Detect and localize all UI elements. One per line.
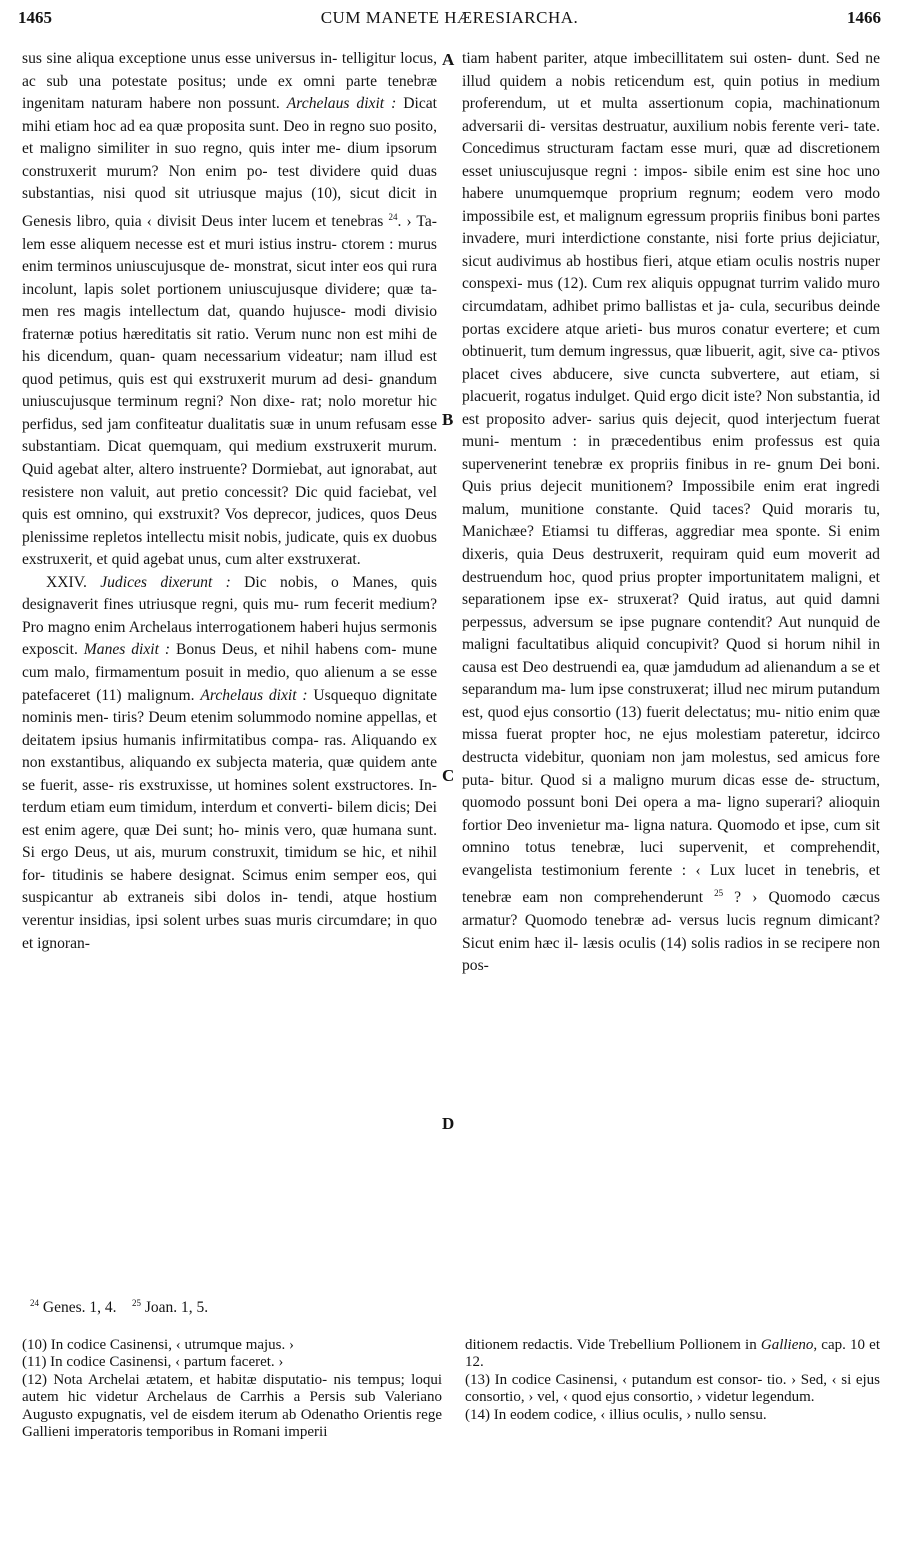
text-line: cum alter exstruxerat. — [225, 551, 361, 569]
footnote-line: (14) In eodem codice, ‹ illius oculis, › nullo sensu. — [465, 1406, 767, 1423]
ref-text: Joan. 1, 5. — [141, 1299, 209, 1317]
page-header — [14, 8, 885, 36]
text-line: terdum etiam eum timidum, interdum et converti- — [22, 799, 333, 817]
paragraph — [462, 48, 880, 978]
text-line: . › Ta- — [397, 213, 437, 231]
margin-mark-a: A — [442, 50, 455, 69]
text-line: quia ‹ divisit Deus inter lucem et tenebras — [114, 213, 389, 231]
text-line: Verum nunc non est mihi de his dicendum, quan- — [22, 325, 437, 366]
text-line: versitas destruatur, auxilium nobis ferente veri- — [550, 117, 849, 135]
text-line: supervenerint tenebræ ex propriis finibus in re- — [462, 455, 771, 473]
text-line: aut etiam, si placuerit, rogatus indulget. Quid ergo — [462, 365, 880, 406]
text-line: importunitatem maligni, et separationem ipse ex- — [462, 568, 880, 609]
margin-mark-c: C — [442, 766, 455, 785]
footnote-ref: 24 — [388, 211, 398, 222]
text-line: de maligni facultatibus aliquid concupivit? Quod si — [462, 613, 880, 654]
page-number-left: 1465 — [18, 8, 52, 27]
text-line: Quid agebat alter, altero instruente? Dormiebat, — [22, 461, 323, 479]
text-line: ctorem : murus enim terminos uniuscujusque de- — [22, 235, 437, 276]
ref-text: Genes. 1, 4. — [39, 1299, 117, 1317]
footnote-line: Carrhis a Persis sub Valeriano Augusto expugnatis, — [22, 1389, 442, 1423]
text-line: bus muros conatur evertere; et cum obtinuerit, — [462, 320, 880, 361]
text-line: evangelista testimonium ferente : ‹ Lux lucet in — [462, 861, 797, 879]
running-title: CUM MANETE HÆRESIARCHA. — [320, 8, 579, 27]
footnote-line: (10) In codice Casinensi, ‹ utrumque majus. › — [22, 1337, 295, 1353]
footnote — [465, 1337, 880, 1372]
text-line: plenissime repletos intellectu misit nobis, judicate, — [22, 528, 339, 546]
text-line: assertionum copia, machinationum adversarii di- — [462, 95, 881, 135]
text-line: partes invadere, muri interdictione constante, nisi — [462, 207, 881, 248]
footnote — [465, 1372, 880, 1407]
text-line: telligitur locus, ac sub una potestate positus; unde — [22, 50, 438, 90]
text-line: bilem dicis; Dei est enim agere, quæ Dei sunt; ho- — [22, 799, 437, 839]
text-line: mune cum malo, firmamentum posuit in medio, — [22, 641, 437, 681]
footnote — [465, 1407, 880, 1424]
text-line: ptivos placet cives abducere, sive cuncta subvertere, — [462, 343, 880, 383]
text-line: titudinis se habere designat. Scimus enim semper — [52, 866, 379, 884]
text-line: Bonus Deus, et nihil habens com- — [170, 641, 397, 659]
text-line: ad discretionem esset uniuscujusque regni : impos- — [462, 140, 880, 180]
text-line: concessit? Dic quid faciebat, vel quis est omnino, — [22, 483, 437, 524]
speaker-label: Archelaus dixit : — [200, 686, 308, 704]
text-line: ex omni parte tenebræ ingenitam naturam habere — [22, 72, 437, 113]
footnote — [22, 1354, 442, 1371]
text-line: dualitatis suæ in unum refusam esse substantiam. — [22, 415, 437, 456]
text-line: sibile enim est sine hoc uno habere unumquemque — [462, 162, 880, 203]
right-column — [462, 48, 880, 978]
ref-number: 25 — [132, 1298, 141, 1308]
footnote-ref: 25 — [714, 888, 724, 899]
footnote — [22, 1337, 442, 1354]
text-line: tiam habent pariter, atque imbecillitatem sui osten- — [462, 50, 792, 67]
text-line: ais, murum construxit, timidum se hic, et nihil for- — [22, 844, 437, 884]
footnote-line: , cap. 10 et 12. — [465, 1337, 881, 1371]
speaker-label: Archelaus dixit : — [286, 95, 397, 113]
text-line: est, et malignum egressum propriis finibus boni — [538, 207, 839, 225]
text-line: ras. Aliquando ex non exstantibus, aliquando ex — [22, 731, 437, 772]
text-line: adversum se ipse pugnare contendit? Aut nunquid — [532, 613, 859, 631]
text-line: minis vero, quæ humana sunt. Si ergo Deus, ut — [22, 821, 437, 862]
text-line: tate. Concedimus structuram factam esse muri, quæ — [462, 117, 880, 158]
text-line: lem esse aliquem necesse est et muri istius instru- — [22, 235, 337, 253]
speaker-label: Judices dixerunt : — [100, 573, 231, 591]
footnote-line: (13) In codice Casinensi, ‹ putandum est consor- — [465, 1371, 763, 1388]
text-line: urbes suas muris circumdare; in quo et ignoran- — [22, 911, 437, 952]
text-line: forte prius dejiciatur, sicut audivimus ab hostibus — [462, 230, 880, 270]
footnotes-left — [22, 1337, 442, 1441]
text-line: Etiamsi tu differas, aggrediar mea sponte. Si enim — [541, 523, 880, 541]
text-line: tenebris, et tenebræ eam non comprehenderunt — [462, 861, 880, 907]
text-line: petimus, quis est qui exstruxerit murum ad desi- — [59, 370, 374, 388]
text-line: et deitatem ipsius humanis infirmitatibus compa- — [22, 709, 438, 749]
text-line: cula, securibus deinde portas excidere atque arieti- — [462, 298, 880, 338]
text-line: ligno superari? alioquin fortior Deo invenietur ma- — [462, 794, 880, 834]
text-line: ad ea quæ proposita sunt. Deo in regno suo posito, — [120, 117, 437, 135]
text-line: proprium regnum; eodem vero modo impossibile — [462, 185, 880, 225]
left-column — [22, 48, 437, 955]
text-line: sarius quis dejecit, quod interjectum fuerat muni- — [462, 410, 880, 451]
text-line: quam necessarium videatur; nam illud est quod — [22, 348, 437, 388]
text-line: dicit iste? Non substantia, id est proposito adver- — [462, 388, 880, 428]
text-line: et maligno similiter in suo regno, quis inter me- — [22, 140, 341, 158]
text-line: Dicat mihi etiam hoc — [22, 95, 437, 135]
text-line: gnandum uniuscujusque terminum regni? Non dixe- — [22, 370, 438, 411]
margin-mark-b: B — [442, 410, 454, 429]
footnote-italic: Gallieno — [760, 1337, 814, 1353]
text-line: sus sine aliqua exceptione unus esse universus in- — [22, 50, 338, 67]
text-line: quoniam non jam molestus, sed amicus fore puta- — [462, 748, 880, 789]
text-line: horum nihil in causa est Deo destruendi ea, quæ — [462, 636, 880, 676]
footnote-line: ditionem redactis. Vide Trebellium Pollionem in — [465, 1337, 757, 1353]
footnotes-right — [465, 1337, 880, 1424]
text-line: aut ignorabat, aut resistere non valuit, aut pretio — [22, 461, 437, 501]
ref-number: 24 — [30, 1298, 39, 1308]
text-line: interrogationem haberi hujus sermonis exposcit. — [22, 618, 437, 659]
text-line: quis designaverit fines utriusque regni, quis mu- — [22, 573, 438, 614]
text-line: lum ipse construxerat; illud nec mirum putandum — [569, 681, 880, 699]
text-line: nitio enim quæ missa fuerat propter hoc, ne ejus — [462, 703, 880, 744]
text-line: rum fecerit medium? Pro magno enim Archelaus — [22, 596, 437, 636]
text-line: Dic nobis, o Manes, — [230, 573, 398, 591]
text-line: mentum : in præcedentibus enim professus est quia — [510, 433, 880, 451]
text-line: Quomodo cæcus armatur? Quomodo tenebræ ad- — [462, 889, 880, 929]
text-line: struxerat? Quid iratus, aut quid damni perpessus, — [462, 591, 880, 631]
text-line: men res magis intellectum dat, quando hujusce- — [22, 303, 346, 321]
text-line: jamdudum ad alienandum a se et separandum ma- — [462, 658, 880, 699]
text-line: Usquequo dignitate nominis men- — [22, 686, 437, 727]
text-line: fieri, atque etiam oculis nostris nuper conspexi- — [462, 252, 881, 293]
footnote-line: consortio, › videtur legendum. — [633, 1389, 815, 1406]
footnote-line: nis tempus; loqui autem hic videtur Archelaus de — [22, 1371, 443, 1406]
text-line: gnum Dei boni. Quis prius dejecit munitionem? — [462, 455, 880, 496]
scripture-references — [30, 1298, 208, 1317]
footnote-line: tio. › Sed, ‹ si ejus consortio, › vel, ‹ quod ejus — [465, 1371, 881, 1406]
footnote-line: (12) Nota Archelai ætatem, et habitæ disputatio- — [22, 1371, 328, 1388]
text-line: dixeris, quia Deus destruxerit, requiram quid eum — [462, 546, 800, 564]
footnote-line: (11) In codice Casinensi, ‹ partum faceret. › — [22, 1354, 284, 1371]
text-line: est, quod ejus consortio (13) fuerit delectatus; mu- — [462, 703, 781, 721]
text-line: muro circumdatam, adhibet primo ballistas et ja- — [462, 275, 880, 316]
text-line: bitur. Quod si a maligno murum dicas esse de- — [500, 771, 815, 789]
text-line: eos, qui suspicantur ab extraneis sibi dolos in- — [22, 866, 437, 907]
text-line: quin potius in medium proferendum, ut et multa — [462, 72, 881, 113]
margin-mark-d: D — [442, 1114, 455, 1133]
text-line: ? › — [723, 889, 758, 907]
text-line: totus tenebræ, luci supervenit, et comprehendit, — [525, 839, 880, 857]
text-line: qui exstruxit? Vos deprecor, judices, quos Deus — [133, 506, 437, 524]
footnote — [22, 1372, 442, 1442]
text-line: ligna natura. Quomodo et ipse, cum sit omnino — [462, 816, 880, 857]
footnote-line: Gallieni imperatoris temporibus in Romani imperii — [22, 1424, 328, 1441]
speaker-label: Manes dixit : — [83, 641, 171, 659]
text-line: dium ipsorum construxerit murum? Non enim po- — [22, 140, 437, 180]
text-line: utriusque majus (10), sicut dicit in Genesis libro, — [22, 185, 438, 231]
text-line: subjecta materia, quæ quidem ante se fuerit, asse- — [22, 754, 437, 794]
text-line: mus (12). Cum rex aliquis oppugnat turrim valido — [527, 275, 843, 293]
text-line: dunt. Sed ne illud quidem a nobis reticendum est, — [462, 50, 881, 90]
text-line: tiris? Deum etenim solummodo nomine appellas, — [112, 709, 422, 727]
text-line: tendi, atque hostium verentur insidias, ipsi solent — [22, 889, 437, 929]
text-line: ris exstruxisse, ut homines solent exstructores. In- — [118, 776, 437, 794]
page-number-right: 1466 — [847, 8, 881, 27]
paragraph — [22, 48, 437, 572]
text-line: test dividere quid duas substantias, nisi quod sit — [22, 162, 438, 203]
text-line: monstrat, sicut inter eos qui rura incolunt, lapis — [22, 258, 437, 298]
text-line: Impossibile enim erat ingredi malum, munitione — [462, 478, 880, 518]
text-line: versus lucis regnum dimicant? Sicut enim hæc il- — [462, 911, 880, 952]
text-line: quo alienum a se esse patefaceret (11) malignum. — [22, 663, 437, 704]
footnote-line: vel de eisdem iterum ab Odenatho Orientis rege — [150, 1406, 442, 1423]
chapter-number: XXIV. — [46, 573, 101, 591]
text-line: non possunt. — [197, 95, 287, 113]
text-line: læsis oculis (14) solis radios in se recipere non pos- — [462, 934, 880, 975]
text-line: structum, quomodo possunt boni Dei opera a ma- — [462, 771, 880, 812]
text-line: solet portionem uniuscujusque dividere; quæ ta- — [120, 280, 437, 298]
text-line: molestiam pateretur, idcirco destructa videbitur, — [462, 726, 880, 766]
text-line: modi divisio fraternæ potius hæreditatis sit ratio. — [22, 303, 437, 343]
text-line: constante. Quid taces? Quid moraris tu, Manichæe? — [462, 500, 881, 541]
text-line: tum demum ingressus, quæ libuerit, agit, sive ca- — [530, 343, 838, 361]
text-line: rat; nolo moretur hic perfidus, sed jam confiteatur — [22, 393, 437, 433]
text-line: Dicat quemquam, qui medium exstruxerit murum. — [107, 438, 438, 456]
text-line: moverit ad destruendum hoc, quod prius propter — [462, 546, 880, 586]
paragraph — [22, 572, 437, 955]
text-line: quis ex duobus exstruxerit, et quid agebat unus, — [22, 528, 437, 569]
